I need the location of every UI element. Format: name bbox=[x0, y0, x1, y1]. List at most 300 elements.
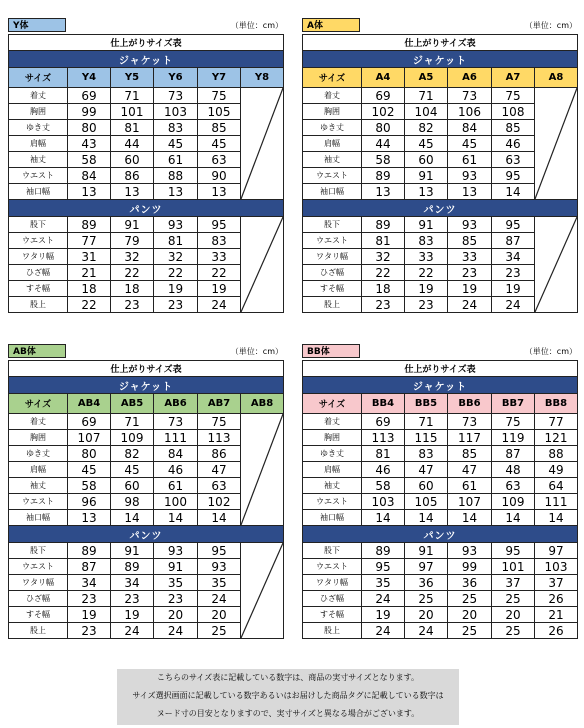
cell-value: 23 bbox=[448, 265, 492, 281]
table-row bbox=[303, 217, 578, 233]
section-pants: パンツ bbox=[303, 526, 578, 543]
cell-value: 102 bbox=[362, 104, 405, 120]
size-panel-a bbox=[302, 18, 577, 313]
cell-value: 44 bbox=[362, 136, 405, 152]
row-label: ウエスト bbox=[9, 233, 68, 249]
cell-value: 93 bbox=[448, 543, 492, 559]
cell-value: 48 bbox=[492, 462, 535, 478]
cell-value: 33 bbox=[198, 249, 241, 265]
size-header-label: サイズ bbox=[303, 68, 362, 88]
row-label: 袖丈 bbox=[9, 478, 68, 494]
cell-value: 73 bbox=[448, 414, 492, 430]
cell-value: 91 bbox=[111, 543, 154, 559]
cell-value: 104 bbox=[405, 104, 448, 120]
cell-value: 24 bbox=[362, 591, 405, 607]
row-label: 股下 bbox=[303, 543, 362, 559]
cell-value: 58 bbox=[362, 478, 405, 494]
cell-value: 87 bbox=[68, 559, 111, 575]
size-header-0: AB4 bbox=[68, 394, 111, 414]
cell-value: 32 bbox=[111, 249, 154, 265]
cell-value: 23 bbox=[111, 591, 154, 607]
cell-value: 19 bbox=[405, 281, 448, 297]
row-label: 袖口幅 bbox=[9, 510, 68, 526]
table-row bbox=[303, 478, 578, 494]
row-label: すそ幅 bbox=[303, 607, 362, 623]
not-available-cell bbox=[535, 217, 578, 313]
row-label: 袖口幅 bbox=[9, 184, 68, 200]
cell-value: 96 bbox=[68, 494, 111, 510]
row-label: 着丈 bbox=[9, 414, 68, 430]
cell-value: 98 bbox=[111, 494, 154, 510]
table-row bbox=[303, 414, 578, 430]
cell-value: 26 bbox=[535, 623, 578, 639]
cell-value: 69 bbox=[362, 88, 405, 104]
cell-value: 60 bbox=[111, 478, 154, 494]
cell-value: 88 bbox=[154, 168, 198, 184]
cell-value: 81 bbox=[362, 446, 405, 462]
cell-value: 83 bbox=[154, 120, 198, 136]
cell-value: 71 bbox=[111, 414, 154, 430]
table-row bbox=[303, 494, 578, 510]
table-row bbox=[9, 543, 284, 559]
row-label: ワタリ幅 bbox=[9, 575, 68, 591]
row-label: ゆき丈 bbox=[9, 120, 68, 136]
cell-value: 73 bbox=[154, 414, 198, 430]
unit-label: （単位：cm） bbox=[524, 21, 577, 30]
cell-value: 61 bbox=[154, 152, 198, 168]
cell-value: 86 bbox=[111, 168, 154, 184]
cell-value: 20 bbox=[448, 607, 492, 623]
cell-value: 99 bbox=[448, 559, 492, 575]
notice-line-2: サイズ選択画面に記載している数字あるいはお届けした商品タグに記載している数字は bbox=[132, 691, 444, 700]
row-label: 袖丈 bbox=[303, 152, 362, 168]
cell-value: 26 bbox=[535, 591, 578, 607]
size-header-4: A8 bbox=[535, 68, 578, 88]
table-row bbox=[303, 543, 578, 559]
row-label: 胸囲 bbox=[303, 104, 362, 120]
cell-value: 13 bbox=[68, 184, 111, 200]
cell-value: 86 bbox=[198, 446, 241, 462]
size-header-0: A4 bbox=[362, 68, 405, 88]
cell-value: 113 bbox=[362, 430, 405, 446]
cell-value: 111 bbox=[154, 430, 198, 446]
row-label: 胸囲 bbox=[303, 430, 362, 446]
section-jacket: ジャケット bbox=[9, 51, 284, 68]
row-label: 胸囲 bbox=[9, 430, 68, 446]
cell-value: 13 bbox=[111, 184, 154, 200]
cell-value: 21 bbox=[535, 607, 578, 623]
cell-value: 85 bbox=[198, 120, 241, 136]
not-available-cell bbox=[241, 543, 284, 639]
cell-value: 20 bbox=[198, 607, 241, 623]
cell-value: 61 bbox=[448, 478, 492, 494]
size-header-0: BB4 bbox=[362, 394, 405, 414]
cell-value: 91 bbox=[111, 217, 154, 233]
size-panel-y bbox=[8, 18, 283, 313]
cell-value: 46 bbox=[492, 136, 535, 152]
row-label: 股上 bbox=[9, 623, 68, 639]
cell-value: 93 bbox=[448, 168, 492, 184]
table-title: 仕上がりサイズ表 bbox=[9, 361, 284, 377]
cell-value: 36 bbox=[405, 575, 448, 591]
size-header-2: BB6 bbox=[448, 394, 492, 414]
row-label: ウエスト bbox=[303, 233, 362, 249]
size-header-1: A5 bbox=[405, 68, 448, 88]
cell-value: 61 bbox=[448, 152, 492, 168]
table-row bbox=[303, 446, 578, 462]
cell-value: 23 bbox=[362, 297, 405, 313]
cell-value: 22 bbox=[405, 265, 448, 281]
cell-value: 14 bbox=[405, 510, 448, 526]
cell-value: 20 bbox=[405, 607, 448, 623]
cell-value: 24 bbox=[362, 623, 405, 639]
cell-value: 24 bbox=[198, 591, 241, 607]
cell-value: 34 bbox=[111, 575, 154, 591]
cell-value: 64 bbox=[535, 478, 578, 494]
cell-value: 103 bbox=[535, 559, 578, 575]
size-header-4: AB8 bbox=[241, 394, 284, 414]
cell-value: 45 bbox=[198, 136, 241, 152]
cell-value: 58 bbox=[68, 478, 111, 494]
cell-value: 61 bbox=[154, 478, 198, 494]
cell-value: 117 bbox=[448, 430, 492, 446]
cell-value: 101 bbox=[111, 104, 154, 120]
panel-header bbox=[8, 18, 283, 34]
row-label: 肩幅 bbox=[9, 136, 68, 152]
size-header-2: Y6 bbox=[154, 68, 198, 88]
cell-value: 37 bbox=[535, 575, 578, 591]
notice-box bbox=[117, 669, 459, 725]
cell-value: 18 bbox=[68, 281, 111, 297]
cell-value: 23 bbox=[68, 591, 111, 607]
cell-value: 106 bbox=[448, 104, 492, 120]
body-type-tag: Y体 bbox=[8, 18, 66, 32]
cell-value: 79 bbox=[111, 233, 154, 249]
row-label: ワタリ幅 bbox=[303, 575, 362, 591]
cell-value: 35 bbox=[154, 575, 198, 591]
cell-value: 97 bbox=[405, 559, 448, 575]
cell-value: 83 bbox=[198, 233, 241, 249]
cell-value: 18 bbox=[362, 281, 405, 297]
row-label: 着丈 bbox=[303, 414, 362, 430]
table-row bbox=[303, 575, 578, 591]
table-row bbox=[303, 88, 578, 104]
cell-value: 77 bbox=[535, 414, 578, 430]
section-pants: パンツ bbox=[9, 526, 284, 543]
panel-header bbox=[302, 18, 577, 34]
cell-value: 63 bbox=[198, 152, 241, 168]
cell-value: 13 bbox=[154, 184, 198, 200]
cell-value: 121 bbox=[535, 430, 578, 446]
diagonal-line-icon bbox=[535, 217, 577, 312]
table-title: 仕上がりサイズ表 bbox=[303, 35, 578, 51]
cell-value: 32 bbox=[362, 249, 405, 265]
cell-value: 63 bbox=[198, 478, 241, 494]
cell-value: 19 bbox=[68, 607, 111, 623]
cell-value: 20 bbox=[492, 607, 535, 623]
cell-value: 107 bbox=[68, 430, 111, 446]
cell-value: 95 bbox=[492, 168, 535, 184]
cell-value: 32 bbox=[154, 249, 198, 265]
cell-value: 75 bbox=[198, 414, 241, 430]
body-type-tag: BB体 bbox=[302, 344, 360, 358]
row-label: ウエスト bbox=[9, 168, 68, 184]
size-header-1: AB5 bbox=[111, 394, 154, 414]
cell-value: 108 bbox=[492, 104, 535, 120]
cell-value: 46 bbox=[362, 462, 405, 478]
size-header-4: Y8 bbox=[241, 68, 284, 88]
cell-value: 91 bbox=[405, 168, 448, 184]
cell-value: 25 bbox=[448, 623, 492, 639]
row-label: すそ幅 bbox=[303, 281, 362, 297]
diagonal-line-icon bbox=[241, 217, 283, 312]
cell-value: 75 bbox=[492, 88, 535, 104]
panel-header bbox=[302, 344, 577, 360]
unit-label: （単位：cm） bbox=[524, 347, 577, 356]
size-header-2: A6 bbox=[448, 68, 492, 88]
cell-value: 23 bbox=[154, 591, 198, 607]
cell-value: 75 bbox=[492, 414, 535, 430]
row-label: ワタリ幅 bbox=[303, 249, 362, 265]
row-label: 袖口幅 bbox=[303, 184, 362, 200]
cell-value: 69 bbox=[68, 88, 111, 104]
cell-value: 22 bbox=[198, 265, 241, 281]
cell-value: 14 bbox=[362, 510, 405, 526]
cell-value: 80 bbox=[68, 446, 111, 462]
cell-value: 21 bbox=[68, 265, 111, 281]
cell-value: 103 bbox=[154, 104, 198, 120]
cell-value: 33 bbox=[405, 249, 448, 265]
diagonal-line-icon bbox=[241, 414, 283, 525]
row-label: 肩幅 bbox=[9, 462, 68, 478]
cell-value: 60 bbox=[111, 152, 154, 168]
cell-value: 47 bbox=[198, 462, 241, 478]
row-label: ゆき丈 bbox=[303, 446, 362, 462]
row-label: ひざ幅 bbox=[9, 265, 68, 281]
size-header-3: AB7 bbox=[198, 394, 241, 414]
cell-value: 91 bbox=[154, 559, 198, 575]
cell-value: 73 bbox=[448, 88, 492, 104]
cell-value: 89 bbox=[68, 543, 111, 559]
cell-value: 31 bbox=[68, 249, 111, 265]
cell-value: 93 bbox=[154, 543, 198, 559]
size-header-label: サイズ bbox=[9, 68, 68, 88]
cell-value: 22 bbox=[111, 265, 154, 281]
cell-value: 111 bbox=[535, 494, 578, 510]
section-jacket: ジャケット bbox=[303, 51, 578, 68]
cell-value: 109 bbox=[111, 430, 154, 446]
row-label: 肩幅 bbox=[303, 462, 362, 478]
cell-value: 119 bbox=[492, 430, 535, 446]
table-row bbox=[303, 430, 578, 446]
cell-value: 23 bbox=[111, 297, 154, 313]
cell-value: 45 bbox=[68, 462, 111, 478]
cell-value: 45 bbox=[448, 136, 492, 152]
cell-value: 19 bbox=[111, 607, 154, 623]
row-label: ウエスト bbox=[9, 559, 68, 575]
cell-value: 97 bbox=[535, 543, 578, 559]
cell-value: 24 bbox=[448, 297, 492, 313]
row-label: 着丈 bbox=[303, 88, 362, 104]
cell-value: 25 bbox=[492, 591, 535, 607]
cell-value: 19 bbox=[198, 281, 241, 297]
row-label: ウエスト bbox=[303, 494, 362, 510]
cell-value: 23 bbox=[492, 265, 535, 281]
cell-value: 83 bbox=[405, 446, 448, 462]
cell-value: 23 bbox=[68, 623, 111, 639]
cell-value: 45 bbox=[405, 136, 448, 152]
cell-value: 58 bbox=[68, 152, 111, 168]
cell-value: 47 bbox=[448, 462, 492, 478]
row-label: ひざ幅 bbox=[9, 591, 68, 607]
row-label: ゆき丈 bbox=[303, 120, 362, 136]
cell-value: 93 bbox=[154, 217, 198, 233]
body-type-tag: AB体 bbox=[8, 344, 66, 358]
cell-value: 77 bbox=[68, 233, 111, 249]
row-label: ウエスト bbox=[9, 494, 68, 510]
cell-value: 19 bbox=[362, 607, 405, 623]
cell-value: 13 bbox=[405, 184, 448, 200]
cell-value: 71 bbox=[405, 88, 448, 104]
row-label: 股上 bbox=[303, 297, 362, 313]
cell-value: 13 bbox=[68, 510, 111, 526]
cell-value: 23 bbox=[154, 297, 198, 313]
row-label: ワタリ幅 bbox=[9, 249, 68, 265]
cell-value: 25 bbox=[198, 623, 241, 639]
cell-value: 14 bbox=[111, 510, 154, 526]
size-panel-ab bbox=[8, 344, 283, 639]
cell-value: 93 bbox=[448, 217, 492, 233]
cell-value: 45 bbox=[154, 136, 198, 152]
cell-value: 37 bbox=[492, 575, 535, 591]
row-label: 股下 bbox=[9, 543, 68, 559]
cell-value: 19 bbox=[492, 281, 535, 297]
cell-value: 13 bbox=[362, 184, 405, 200]
panel-header bbox=[8, 344, 283, 360]
notice-line-3: ヌード寸の目安となりますので、実寸サイズと異なる場合がございます。 bbox=[156, 709, 420, 718]
cell-value: 22 bbox=[154, 265, 198, 281]
notice-line-1: こちらのサイズ表に記載している数字は、商品の実寸サイズとなります。 bbox=[156, 673, 420, 682]
cell-value: 69 bbox=[68, 414, 111, 430]
section-pants: パンツ bbox=[9, 200, 284, 217]
cell-value: 24 bbox=[111, 623, 154, 639]
not-available-cell bbox=[241, 414, 284, 526]
cell-value: 33 bbox=[448, 249, 492, 265]
cell-value: 24 bbox=[154, 623, 198, 639]
table-title: 仕上がりサイズ表 bbox=[303, 361, 578, 377]
cell-value: 24 bbox=[198, 297, 241, 313]
cell-value: 107 bbox=[448, 494, 492, 510]
cell-value: 84 bbox=[68, 168, 111, 184]
row-label: 肩幅 bbox=[303, 136, 362, 152]
section-pants: パンツ bbox=[303, 200, 578, 217]
cell-value: 95 bbox=[492, 543, 535, 559]
table-row bbox=[303, 607, 578, 623]
cell-value: 83 bbox=[405, 233, 448, 249]
cell-value: 87 bbox=[492, 233, 535, 249]
cell-value: 81 bbox=[362, 233, 405, 249]
size-panel-bb bbox=[302, 344, 577, 639]
cell-value: 14 bbox=[448, 510, 492, 526]
cell-value: 43 bbox=[68, 136, 111, 152]
cell-value: 91 bbox=[405, 543, 448, 559]
cell-value: 89 bbox=[68, 217, 111, 233]
cell-value: 84 bbox=[448, 120, 492, 136]
cell-value: 82 bbox=[111, 446, 154, 462]
not-available-cell bbox=[241, 217, 284, 313]
cell-value: 89 bbox=[362, 543, 405, 559]
size-header-2: AB6 bbox=[154, 394, 198, 414]
row-label: ひざ幅 bbox=[303, 265, 362, 281]
unit-label: （単位：cm） bbox=[230, 347, 283, 356]
row-label: 股下 bbox=[9, 217, 68, 233]
table-row bbox=[303, 462, 578, 478]
size-header-3: A7 bbox=[492, 68, 535, 88]
row-label: 袖丈 bbox=[9, 152, 68, 168]
cell-value: 95 bbox=[198, 543, 241, 559]
cell-value: 101 bbox=[492, 559, 535, 575]
cell-value: 80 bbox=[362, 120, 405, 136]
cell-value: 85 bbox=[448, 446, 492, 462]
table-row bbox=[9, 88, 284, 104]
cell-value: 14 bbox=[154, 510, 198, 526]
cell-value: 46 bbox=[154, 462, 198, 478]
cell-value: 22 bbox=[362, 265, 405, 281]
cell-value: 102 bbox=[198, 494, 241, 510]
cell-value: 44 bbox=[111, 136, 154, 152]
size-table bbox=[8, 360, 284, 639]
section-jacket: ジャケット bbox=[303, 377, 578, 394]
row-label: 袖丈 bbox=[303, 478, 362, 494]
cell-value: 24 bbox=[492, 297, 535, 313]
section-jacket: ジャケット bbox=[9, 377, 284, 394]
cell-value: 75 bbox=[198, 88, 241, 104]
not-available-cell bbox=[535, 88, 578, 200]
row-label: 股下 bbox=[303, 217, 362, 233]
diagonal-line-icon bbox=[241, 543, 283, 638]
cell-value: 99 bbox=[68, 104, 111, 120]
table-row bbox=[303, 623, 578, 639]
row-label: 股上 bbox=[303, 623, 362, 639]
size-table bbox=[302, 34, 578, 313]
cell-value: 89 bbox=[111, 559, 154, 575]
row-label: 着丈 bbox=[9, 88, 68, 104]
cell-value: 81 bbox=[111, 120, 154, 136]
cell-value: 82 bbox=[405, 120, 448, 136]
row-label: すそ幅 bbox=[9, 607, 68, 623]
table-row bbox=[303, 510, 578, 526]
cell-value: 84 bbox=[154, 446, 198, 462]
cell-value: 14 bbox=[492, 184, 535, 200]
cell-value: 22 bbox=[68, 297, 111, 313]
cell-value: 105 bbox=[405, 494, 448, 510]
cell-value: 115 bbox=[405, 430, 448, 446]
cell-value: 18 bbox=[111, 281, 154, 297]
cell-value: 80 bbox=[68, 120, 111, 136]
cell-value: 25 bbox=[448, 591, 492, 607]
cell-value: 95 bbox=[362, 559, 405, 575]
not-available-cell bbox=[241, 88, 284, 200]
cell-value: 34 bbox=[492, 249, 535, 265]
cell-value: 13 bbox=[448, 184, 492, 200]
cell-value: 13 bbox=[198, 184, 241, 200]
cell-value: 47 bbox=[405, 462, 448, 478]
size-header-1: BB5 bbox=[405, 394, 448, 414]
cell-value: 45 bbox=[111, 462, 154, 478]
table-row bbox=[303, 559, 578, 575]
cell-value: 14 bbox=[198, 510, 241, 526]
cell-value: 109 bbox=[492, 494, 535, 510]
